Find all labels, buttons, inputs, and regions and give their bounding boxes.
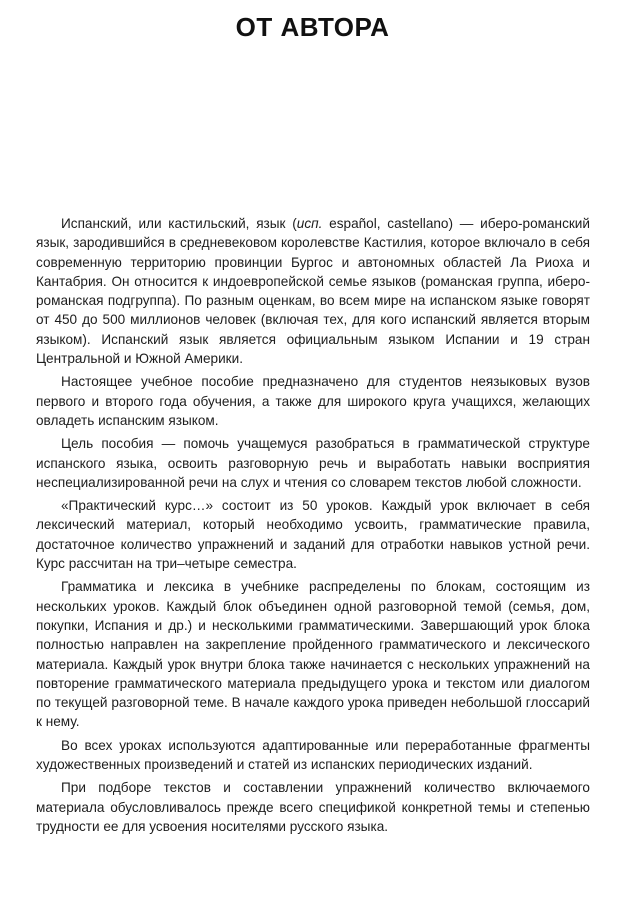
abbreviation-italic: исп. xyxy=(296,216,323,231)
paragraph-1-start: Испанский, или кастильский, язык ( xyxy=(61,216,297,231)
paragraph-4: «Практический курс…» состоит из 50 уроков. Каждый урок включает в себя лексический материал, который необходимо усвоить, грамматические правила, достаточное количество упражнений и заданий для отработки навыков устной речи. Курс рассчитан на три–четыре семестра. xyxy=(36,498,590,572)
page-title: ОТ АВТОРА xyxy=(235,12,390,42)
paragraph-3: Цель пособия — помочь учащемуся разобраться в грамматической структуре испанского языка, освоить разговорную речь и выработать навыки восприятия неспециализированной речи на слух и чтения со словарем текстов любой сложности. xyxy=(36,436,590,490)
paragraph-6: Во всех уроках используются адаптированные или переработанные фрагменты художественных произведений и статей из испанских периодических изданий. xyxy=(36,737,590,773)
paragraph-7: При подборе текстов и составлении упражнений количество включаемого материала обусловливалось прежде всего спецификой конкретной темы и степенью трудности ее для усвоения носителями русского языка. xyxy=(36,780,590,834)
author-foreword-text xyxy=(36,214,590,836)
paragraph-1-rest: español, castellano) — иберо-романский язык, зародившийся в средневековом королевстве Кастилия, которое включало в себя современную территорию провинции Бургос и автономных областей Ла Риоха и Кантабрия. Он относится к индоевропейской семье языков (романская группа, иберо-романская подгруппа). По разным оценкам, во всем мире на испанском языке говорят от 450 до 500 миллионов человек (включая тех, для кого испанский является вторым языком). Испанский язык является официальным языком Испании и 19 стран Центральной и Южной Америки. xyxy=(36,216,590,367)
paragraph-2: Настоящее учебное пособие предназначено для студентов неязыковых вузов первого и второго года обучения, а также для широкого круга учащихся, желающих овладеть испанским языком. xyxy=(36,374,590,428)
paragraph-5: Грамматика и лексика в учебнике распределены по блокам, состоящим из нескольких уроков. Каждый блок объединен одной разговорной темой (семья, дом, покупки, Испания и др.) и несколькими грамматическими. Завершающий урок блока полностью направлен на закрепление пройденного грамматического и лексического материала. Каждый урок внутри блока также начинается с нескольких упражнений на повторение грамматического материала предыдущего урока и текстом или диалогом по текущей разговорной теме. В начале каждого урока приведен небольшой глоссарий к нему. xyxy=(36,579,590,730)
paragraph-1 xyxy=(36,214,590,368)
